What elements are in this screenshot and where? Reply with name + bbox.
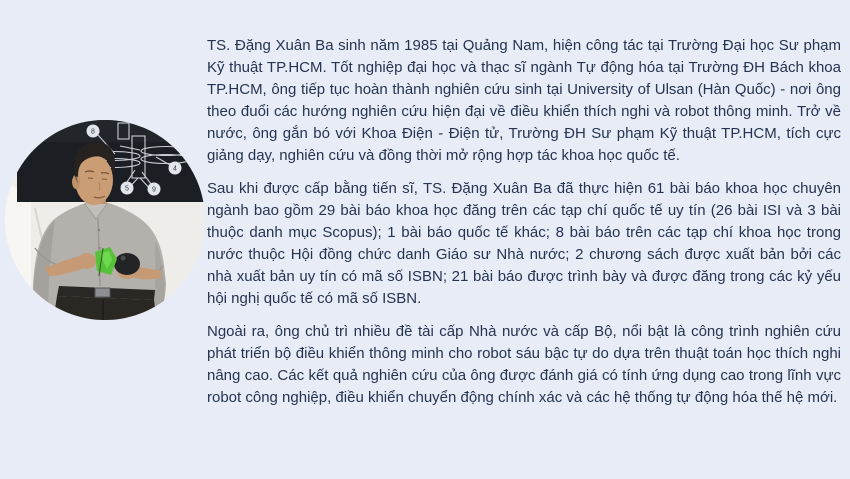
- bio-paragraph-3: Ngoài ra, ông chủ trì nhiều đề tài cấp Nhà nước và cấp Bộ, nổi bật là công trình nghiên cứu phát triển bộ điều khiển thông minh cho robot sáu bậc tự do dựa trên thuật toán học thích nghi nâng cao. Các kết quả nghiên cứu của ông được đánh giá có tính ứng dụng cao trong lĩnh vực robot công nghiệp, điều khiển chuyển động chính xác và các hệ thống tự động hóa thế hệ mới.: [207, 323, 841, 406]
- bio-paragraph-1: TS. Đặng Xuân Ba sinh năm 1985 tại Quảng Nam, hiện công tác tại Trường Đại học Sư phạm Kỹ thuật TP.HCM. Tốt nghiệp đại học và thạc sĩ ngành Tự động hóa tại Trường ĐH Bách khoa TP.HCM, ông tiếp tục hoàn thành nghiên cứu sinh tại University of Ulsan (Hàn Quốc) - nơi ông theo đuổi các hướng nghiên cứu hiện đại về điều khiển thích nghi và robot thông minh. Trở về nước, ông gắn bó với Khoa Điện - Điện tử, Trường ĐH Sư phạm Kỹ thuật TP.HCM, tích cực giảng dạy, nghiên cứu và đồng thời mở rộng hợp tác khoa học quốc tế.: [207, 37, 841, 164]
- diagram-label-4: 4: [173, 165, 177, 173]
- diagram-label-5: 5: [125, 185, 129, 193]
- diagram-label-9: 9: [152, 186, 156, 194]
- belt-buckle: [95, 288, 110, 297]
- trousers: [53, 296, 157, 320]
- bio-paragraph-2: Sau khi được cấp bằng tiến sĩ, TS. Đặng Xuân Ba đã thực hiện 61 bài báo khoa học chuyên ngành bao gồm 29 bài báo khoa học đăng trên các tạp chí quốc tế uy tín (26 bài ISI và 3 bài thuộc danh mục Scopus); 1 bài báo quốc tế khác; 8 bài báo trên các tạp chí khoa học trong nước thuộc Hội đồng chức danh Giáo sư Nhà nước; 2 chương sách được xuất bản bởi các nhà xuất bản uy tín có mã số ISBN; 21 bài báo được trình bày và được đăng trong các kỷ yếu hội nghị quốc tế có mã số ISBN.: [207, 180, 841, 307]
- hand-left: [78, 253, 96, 269]
- diagram-label-8: 8: [91, 128, 95, 136]
- audience-shoulder: [29, 306, 61, 320]
- bio-text: [207, 35, 841, 409]
- profile-photo: [5, 120, 205, 320]
- profile-photo-illustration: [5, 120, 205, 320]
